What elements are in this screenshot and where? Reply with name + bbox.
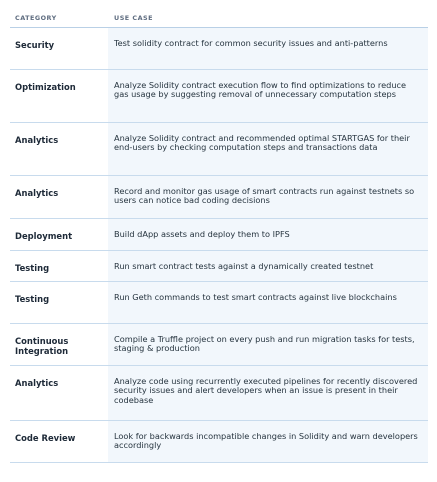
table-row (10, 324, 428, 366)
row-use-case: Look for backwards incompatible changes in Solidity and warn developers accordingly (108, 421, 428, 462)
row-use-case: Analyze code using recurrently executed pipelines for recently discovered security issues and alert developers when an issue is present in their codebase (108, 366, 428, 420)
row-use-case: Build dApp assets and deploy them to IPFS (108, 219, 428, 250)
row-use-case: Analyze Solidity contract execution flow to find optimizations to reduce gas usage by suggesting removal of unnecessary computation steps (108, 70, 428, 122)
row-category: Continuous Integration (10, 324, 108, 365)
table-row (10, 421, 428, 463)
header-category: CATEGORY (15, 14, 57, 22)
row-category: Analytics (10, 366, 108, 420)
header-use-case: USE CASE (114, 14, 153, 22)
row-category: Testing (10, 282, 108, 323)
table-row (10, 251, 428, 282)
row-category: Analytics (10, 176, 108, 218)
table-header (10, 9, 428, 28)
table-row (10, 123, 428, 176)
row-use-case: Compile a Truffle project on every push and run migration tasks for tests, staging & production (108, 324, 428, 365)
use-case-table (10, 9, 428, 463)
row-use-case: Run smart contract tests against a dynamically created testnet (108, 251, 428, 281)
table-row (10, 70, 428, 123)
row-use-case: Run Geth commands to test smart contracts against live blockchains (108, 282, 428, 323)
row-category: Testing (10, 251, 108, 281)
row-category: Deployment (10, 219, 108, 250)
table-row (10, 176, 428, 219)
row-category: Analytics (10, 123, 108, 175)
table-row (10, 282, 428, 324)
row-use-case: Test solidity contract for common security issues and anti-patterns (108, 28, 428, 69)
table-row (10, 28, 428, 70)
row-use-case: Record and monitor gas usage of smart contracts run against testnets so users can notice bad coding decisions (108, 176, 428, 218)
row-category: Code Review (10, 421, 108, 462)
row-category: Optimization (10, 70, 108, 122)
row-category: Security (10, 28, 108, 69)
table-row (10, 219, 428, 251)
table-row (10, 366, 428, 421)
row-use-case: Analyze Solidity contract and recommended optimal STARTGAS for their end-users by checking computation steps and transactions data (108, 123, 428, 175)
